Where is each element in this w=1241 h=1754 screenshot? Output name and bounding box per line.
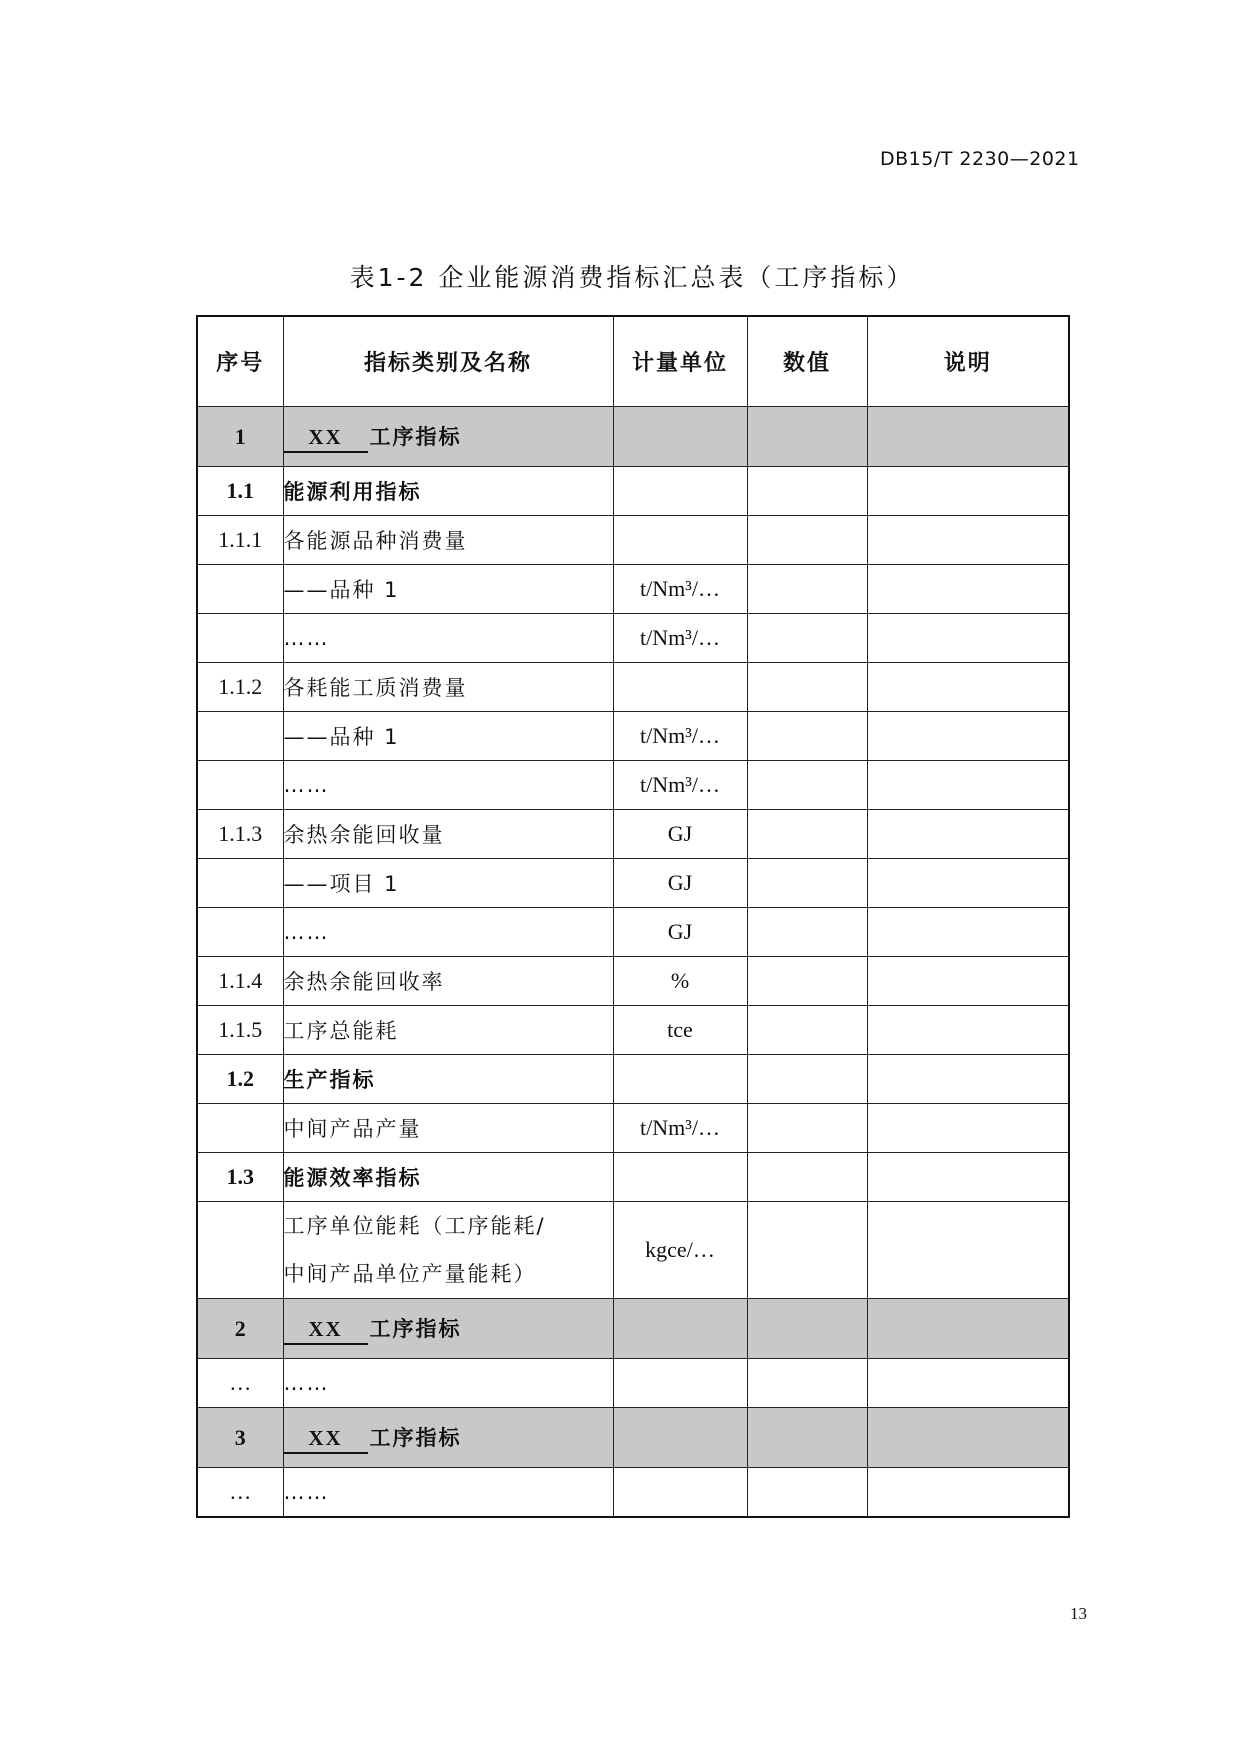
value-cell xyxy=(747,1104,867,1153)
value-cell xyxy=(747,1153,867,1202)
section-name: 工序指标 xyxy=(369,1425,462,1450)
row-number: … xyxy=(197,1468,283,1518)
note-cell xyxy=(867,614,1069,663)
value-cell xyxy=(747,1006,867,1055)
indicator-name: 中间产品产量 xyxy=(283,1104,613,1153)
table-row xyxy=(197,1006,1069,1055)
indicator-name: ——品种 1 xyxy=(283,565,613,614)
section-name: 工序指标 xyxy=(369,424,462,449)
table-row xyxy=(197,1408,1069,1468)
process-placeholder: XX xyxy=(284,423,368,453)
indicator-name: …… xyxy=(283,1468,613,1518)
value-cell xyxy=(747,516,867,565)
measure-unit xyxy=(613,663,747,712)
table-row xyxy=(197,1055,1069,1104)
indicator-name: 工序总能耗 xyxy=(283,1006,613,1055)
table-row xyxy=(197,1104,1069,1153)
row-number xyxy=(197,1202,283,1299)
table-row xyxy=(197,1468,1069,1518)
indicator-name: …… xyxy=(283,614,613,663)
value-cell xyxy=(747,565,867,614)
note-cell xyxy=(867,663,1069,712)
row-number: 1 xyxy=(197,407,283,467)
page-number: 13 xyxy=(1070,1604,1087,1623)
measure-unit xyxy=(613,1299,747,1359)
indicator-name xyxy=(283,1202,613,1299)
note-cell xyxy=(867,1468,1069,1518)
measure-unit: tce xyxy=(613,1006,747,1055)
measure-unit xyxy=(613,1359,747,1408)
note-cell xyxy=(867,407,1069,467)
indicator-name-line: 中间产品单位产量能耗） xyxy=(283,1262,537,1286)
note-cell xyxy=(867,1408,1069,1468)
measure-unit: t/Nm³/… xyxy=(613,614,747,663)
measure-unit: GJ xyxy=(613,908,747,957)
value-cell xyxy=(747,1299,867,1359)
indicator-name: 各耗能工质消费量 xyxy=(283,663,613,712)
note-cell xyxy=(867,1153,1069,1202)
table-row xyxy=(197,810,1069,859)
indicator-name: 余热余能回收率 xyxy=(283,957,613,1006)
table-row xyxy=(197,957,1069,1006)
process-placeholder: XX xyxy=(284,1315,368,1345)
table-row xyxy=(197,614,1069,663)
value-cell xyxy=(747,908,867,957)
note-cell xyxy=(867,1055,1069,1104)
measure-unit: % xyxy=(613,957,747,1006)
measure-unit: t/Nm³/… xyxy=(613,565,747,614)
row-number: 1.1.2 xyxy=(197,663,283,712)
indicator-name: …… xyxy=(283,761,613,810)
note-cell xyxy=(867,908,1069,957)
column-header: 指标类别及名称 xyxy=(283,316,613,407)
value-cell xyxy=(747,712,867,761)
row-number: 1.1.3 xyxy=(197,810,283,859)
measure-unit xyxy=(613,1153,747,1202)
row-number: … xyxy=(197,1359,283,1408)
note-cell xyxy=(867,1104,1069,1153)
indicator-name: 各能源品种消费量 xyxy=(283,516,613,565)
table-row xyxy=(197,516,1069,565)
indicator-name: 余热余能回收量 xyxy=(283,810,613,859)
standard-code: DB15/T 2230—2021 xyxy=(880,148,1080,170)
row-number xyxy=(197,859,283,908)
indicator-name xyxy=(283,1299,613,1359)
value-cell xyxy=(747,859,867,908)
row-number: 1.2 xyxy=(197,1055,283,1104)
row-number xyxy=(197,614,283,663)
column-header: 说明 xyxy=(867,316,1069,407)
indicator-name xyxy=(283,407,613,467)
measure-unit: t/Nm³/… xyxy=(613,712,747,761)
indicator-name: 能源利用指标 xyxy=(283,467,613,516)
value-cell xyxy=(747,1202,867,1299)
measure-unit: t/Nm³/… xyxy=(613,761,747,810)
table-row xyxy=(197,467,1069,516)
column-header: 序号 xyxy=(197,316,283,407)
measure-unit xyxy=(613,407,747,467)
table-row xyxy=(197,663,1069,712)
row-number xyxy=(197,1104,283,1153)
indicator-name: ——项目 1 xyxy=(283,859,613,908)
energy-summary-table xyxy=(196,315,1070,1518)
value-cell xyxy=(747,1055,867,1104)
row-number: 3 xyxy=(197,1408,283,1468)
note-cell xyxy=(867,761,1069,810)
table-header-row xyxy=(197,316,1069,407)
note-cell xyxy=(867,1359,1069,1408)
value-cell xyxy=(747,467,867,516)
table-row xyxy=(197,565,1069,614)
column-header: 数值 xyxy=(747,316,867,407)
table-row xyxy=(197,1202,1069,1299)
row-number: 2 xyxy=(197,1299,283,1359)
indicator-name: …… xyxy=(283,1359,613,1408)
measure-unit: kgce/… xyxy=(613,1202,747,1299)
table-row xyxy=(197,859,1069,908)
note-cell xyxy=(867,810,1069,859)
note-cell xyxy=(867,467,1069,516)
note-cell xyxy=(867,1006,1069,1055)
table-row xyxy=(197,1299,1069,1359)
table-row xyxy=(197,1153,1069,1202)
measure-unit: t/Nm³/… xyxy=(613,1104,747,1153)
row-number: 1.1.1 xyxy=(197,516,283,565)
indicator-name-line: 工序单位能耗（工序能耗/ xyxy=(283,1214,546,1238)
table-row xyxy=(197,712,1069,761)
indicator-name xyxy=(283,1408,613,1468)
note-cell xyxy=(867,1299,1069,1359)
measure-unit xyxy=(613,1408,747,1468)
measure-unit xyxy=(613,1468,747,1518)
row-number: 1.1.5 xyxy=(197,1006,283,1055)
row-number: 1.1 xyxy=(197,467,283,516)
value-cell xyxy=(747,1468,867,1518)
table-title: 表1-2 企业能源消费指标汇总表（工序指标） xyxy=(349,263,915,292)
value-cell xyxy=(747,1408,867,1468)
note-cell xyxy=(867,859,1069,908)
note-cell xyxy=(867,565,1069,614)
value-cell xyxy=(747,663,867,712)
measure-unit: GJ xyxy=(613,810,747,859)
note-cell xyxy=(867,516,1069,565)
note-cell xyxy=(867,1202,1069,1299)
indicator-name: ——品种 1 xyxy=(283,712,613,761)
note-cell xyxy=(867,712,1069,761)
value-cell xyxy=(747,407,867,467)
measure-unit xyxy=(613,467,747,516)
value-cell xyxy=(747,957,867,1006)
row-number xyxy=(197,908,283,957)
value-cell xyxy=(747,1359,867,1408)
value-cell xyxy=(747,761,867,810)
table-row xyxy=(197,407,1069,467)
section-name: 工序指标 xyxy=(369,1316,462,1341)
row-number xyxy=(197,565,283,614)
row-number: 1.1.4 xyxy=(197,957,283,1006)
table-row xyxy=(197,1359,1069,1408)
measure-unit xyxy=(613,1055,747,1104)
table-row xyxy=(197,761,1069,810)
note-cell xyxy=(867,957,1069,1006)
row-number xyxy=(197,712,283,761)
indicator-name: 生产指标 xyxy=(283,1055,613,1104)
process-placeholder: XX xyxy=(284,1424,368,1454)
indicator-name: 能源效率指标 xyxy=(283,1153,613,1202)
value-cell xyxy=(747,810,867,859)
row-number xyxy=(197,761,283,810)
indicator-name: …… xyxy=(283,908,613,957)
row-number: 1.3 xyxy=(197,1153,283,1202)
column-header: 计量单位 xyxy=(613,316,747,407)
table-body xyxy=(197,407,1069,1518)
table-row xyxy=(197,908,1069,957)
measure-unit: GJ xyxy=(613,859,747,908)
measure-unit xyxy=(613,516,747,565)
value-cell xyxy=(747,614,867,663)
